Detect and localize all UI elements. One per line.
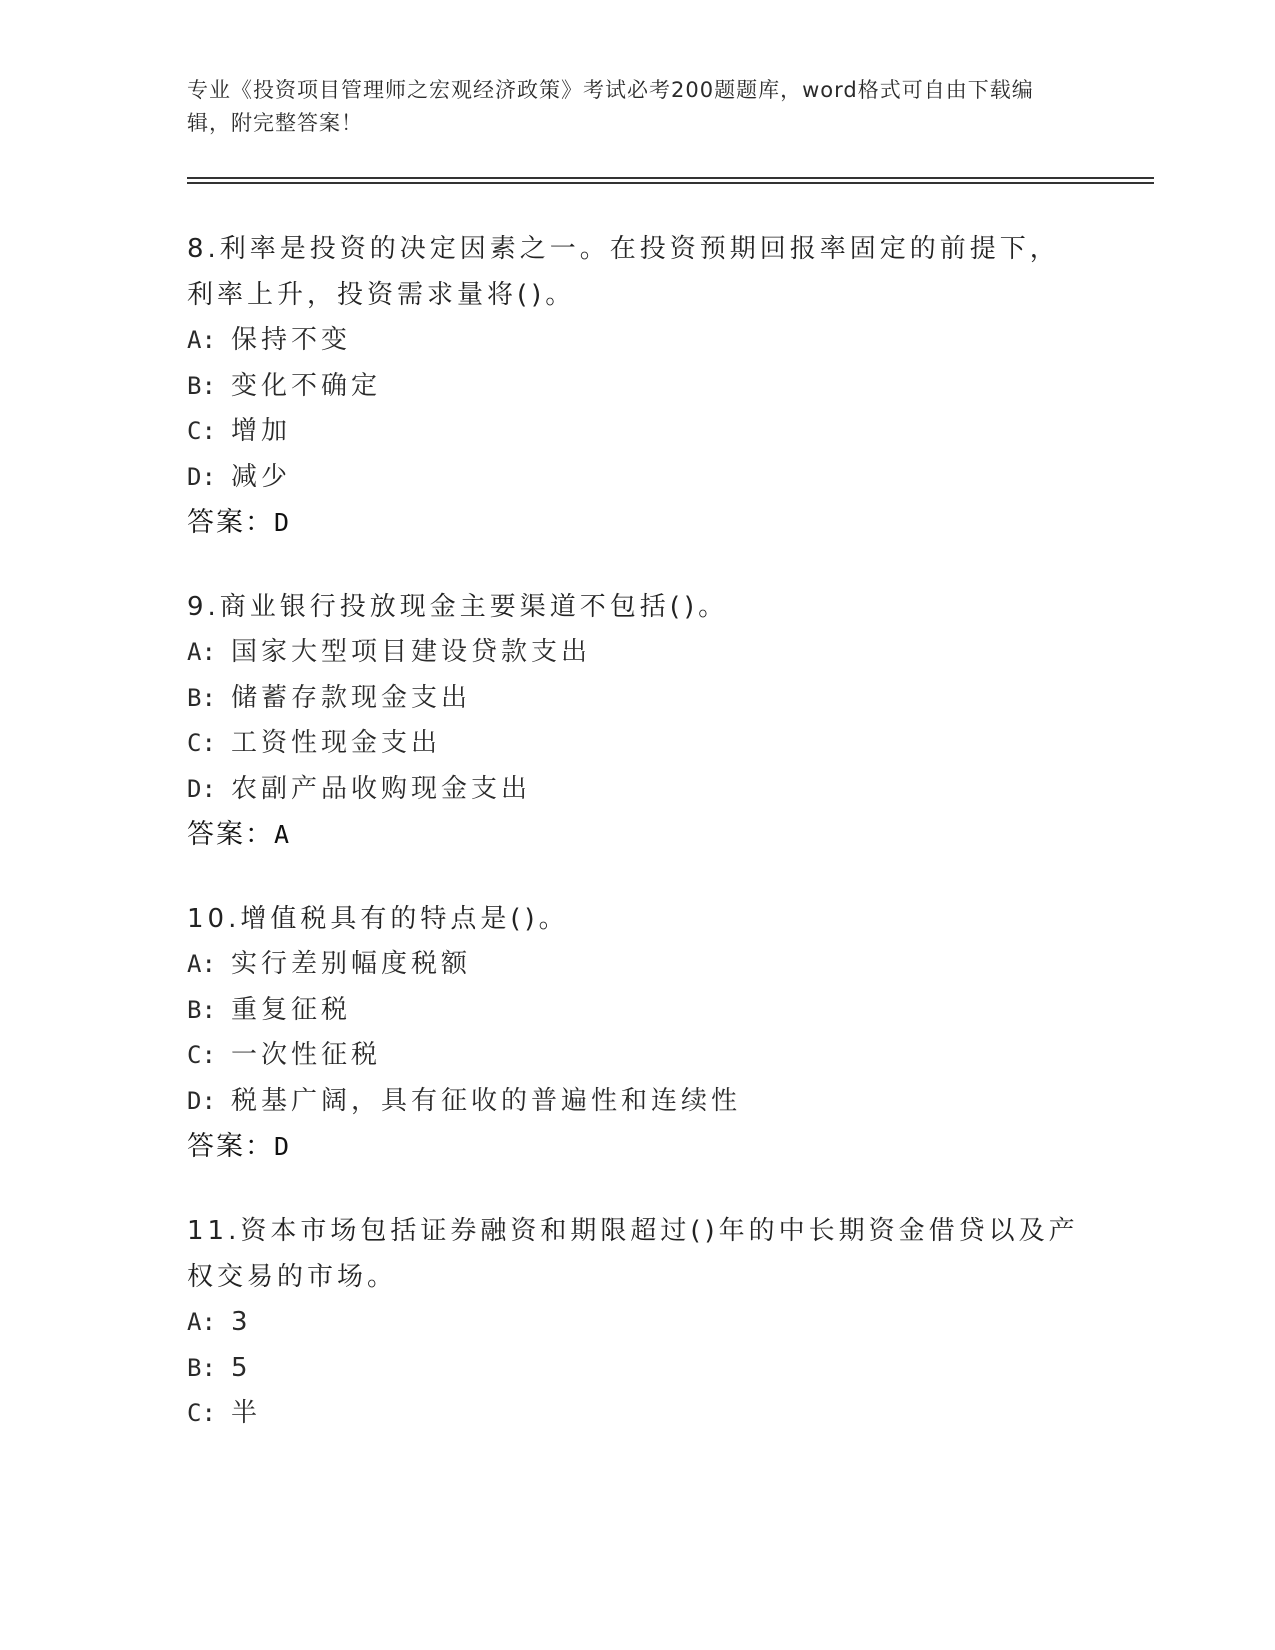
answer-line [187,812,1087,858]
answer-line [187,1124,1087,1170]
option-key: B: [187,371,216,400]
option-text: 半 [231,1398,262,1428]
answer-value: A [274,820,292,849]
option-key: A: [187,950,216,978]
option-key: D: [187,462,216,491]
option-key: D: [187,774,216,803]
option-c [187,409,1087,455]
option-text: 储蓄存款现金支出 [231,682,472,713]
option-d [187,1079,1087,1125]
option-key: B: [187,1353,216,1382]
option-key: D: [187,1086,216,1115]
question-stem: 10.增值税具有的特点是()。 [187,904,569,934]
option-c [187,1391,1087,1437]
option-b [187,1346,1087,1392]
option-key: A: [187,638,216,666]
option-a [187,1300,1087,1346]
question-stem: 11.资本市场包括证券融资和期限超过()年的中长期资金借贷以及产权交易的市场。 [187,1216,1079,1292]
option-d [187,455,1087,501]
question-11 [187,1208,1087,1437]
option-text: 税基广阔，具有征收的普遍性和连续性 [231,1085,742,1116]
option-key: C: [187,729,216,757]
document-header: 专业《投资项目管理师之宏观经济政策》考试必考200题题库，word格式可自由下载编辑，附完整答案！ [187,78,1034,135]
option-d [187,767,1087,813]
header-rule-bottom [187,182,1154,184]
answer-value: D [274,1132,292,1161]
option-key: C: [187,1041,216,1069]
question-9 [187,584,1087,858]
option-a [187,630,1087,676]
answer-label: 答案： [187,1131,274,1162]
option-text: 工资性现金支出 [231,728,442,758]
question-stem: 9.商业银行投放现金主要渠道不包括()。 [187,592,729,622]
option-text: 保持不变 [231,325,352,355]
option-text: 一次性征税 [231,1040,382,1070]
option-key: C: [187,1399,216,1427]
option-a [187,942,1087,988]
option-b [187,676,1087,722]
header-rule-top [187,177,1154,179]
option-key: C: [187,417,216,445]
option-text: 变化不确定 [231,370,382,401]
question-stem: 8.利率是投资的决定因素之一。在投资预期回报率固定的前提下，利率上升，投资需求量将()。 [187,234,1060,310]
option-text: 减少 [231,461,292,492]
option-text: 重复征税 [231,994,352,1025]
option-text: 农副产品收购现金支出 [231,773,532,804]
option-key: B: [187,683,216,712]
option-c [187,1033,1087,1079]
option-text: 3 [231,1307,252,1337]
answer-value: D [274,508,292,537]
question-8 [187,226,1087,546]
option-key: A: [187,326,216,354]
option-text: 实行差别幅度税额 [231,949,472,979]
answer-line [187,500,1087,546]
option-c [187,721,1087,767]
option-key: A: [187,1308,216,1336]
option-text: 国家大型项目建设贷款支出 [231,637,592,667]
option-b [187,988,1087,1034]
answer-label: 答案： [187,507,274,538]
question-list [187,226,1087,1475]
option-key: B: [187,995,216,1024]
answer-label: 答案： [187,819,274,850]
option-a [187,318,1087,364]
option-text: 5 [231,1352,252,1383]
option-text: 增加 [231,416,292,446]
question-10 [187,896,1087,1170]
option-b [187,364,1087,410]
